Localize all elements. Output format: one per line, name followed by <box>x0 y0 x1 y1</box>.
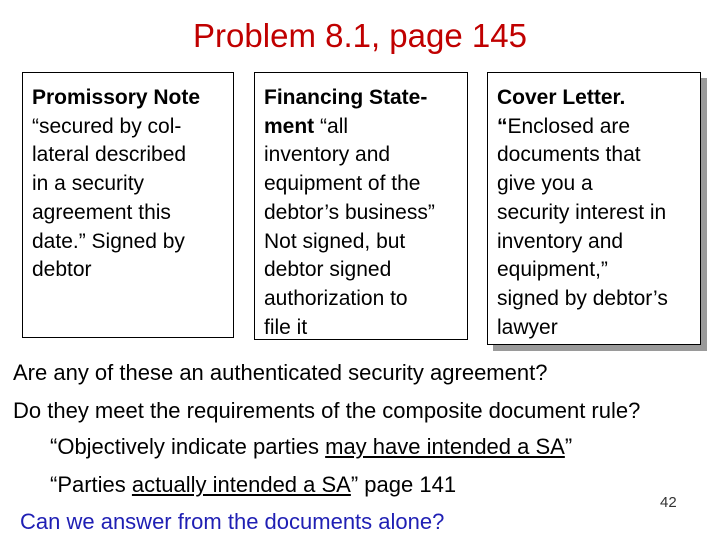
sub-text: “Objectively indicate parties <box>50 434 326 459</box>
promissory-note-box <box>22 72 234 338</box>
box-body: “all inventory and equipment of the debtor’s business” Not signed, but debtor signed authorization to file it <box>264 114 435 339</box>
box-heading: Financing State- ment <box>264 86 428 138</box>
question-authenticated: Are any of these an authenticated security agreement? <box>13 360 548 385</box>
sub-text: ” page 141 <box>350 472 457 497</box>
sub-underlined: actually intended a SA <box>131 472 351 497</box>
financing-statement-box <box>254 72 468 340</box>
sub-text: ” <box>564 434 573 459</box>
box-body: “secured by col- lateral described in a security agreement this date.” Signed by debtor <box>32 114 187 282</box>
sub-text: “Parties <box>50 472 132 497</box>
sub-point-actual <box>50 470 456 500</box>
cover-letter-box <box>487 72 701 345</box>
sub-point-objective <box>50 432 572 462</box>
slide-title: Problem 8.1, page 145 <box>193 17 527 54</box>
box-heading: Promissory Note <box>32 86 201 109</box>
box-heading: Cover Letter. “ <box>497 86 626 138</box>
question-documents-alone: Can we answer from the documents alone? <box>20 509 445 534</box>
box-body: Enclosed are documents that give you a security interest in inventory and equipment,” signed by debtor’s lawyer <box>497 114 668 339</box>
sub-underlined: may have intended a SA <box>325 434 565 459</box>
question-composite-rule: Do they meet the requirements of the composite document rule? <box>13 398 641 423</box>
slide-number: 42 <box>660 494 677 511</box>
